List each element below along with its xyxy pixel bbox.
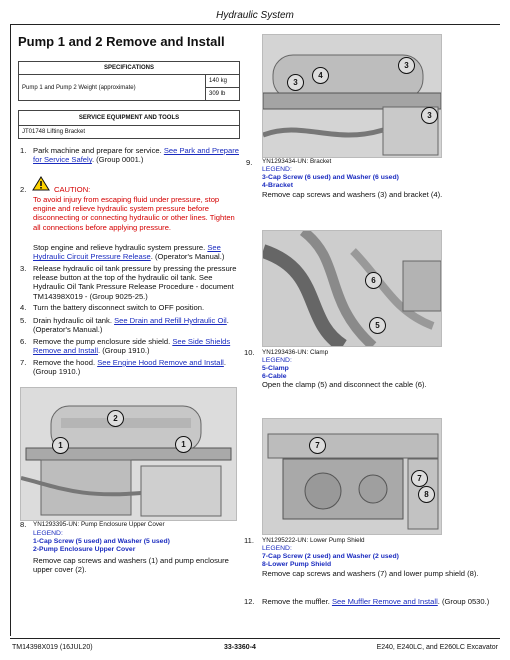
specifications-header: SPECIFICATIONS <box>19 62 240 75</box>
caution-warning: To avoid injury from escaping fluid under pressure, stop engine and relieve hydraulic system pressure before disconnecting or connecting hydraulic or other lines. Tighten all connections before applying pressure. <box>33 195 235 232</box>
step-10-text: Open the clamp (5) and disconnect the cable (6). <box>262 380 427 389</box>
warning-triangle-icon <box>32 176 50 196</box>
step-number: 9. <box>246 158 253 167</box>
caution-label: CAUTION: <box>54 185 91 194</box>
footer-page-number: 33-3360-4 <box>224 644 256 651</box>
step-number: 1. <box>20 146 27 155</box>
footer-doc-id: TM14398X019 (16JUL20) <box>12 644 93 651</box>
legend: LEGEND: 3-Cap Screw (6 used) and Washer (6 used) 4-Bracket <box>262 166 399 189</box>
step-9-text: Remove cap screws and washers (3) and bracket (4). <box>262 190 443 199</box>
tools-table <box>18 110 240 139</box>
step-1-text: Park machine and prepare for service. See Park and Prepare for Service Safely. (Group 0001.) <box>33 146 239 165</box>
image-caption: YN1293436-UN: Clamp <box>262 349 329 356</box>
step-2-text: Stop engine and relieve hydraulic system pressure. See Hydraulic Circuit Pressure Release. (Operator's Manual.) <box>33 243 225 262</box>
spec-row-kg: 140 kg <box>206 75 240 88</box>
callout-6: 6 <box>365 272 382 289</box>
left-margin-rule <box>10 24 11 636</box>
link-muffler[interactable]: See Muffler Remove and Install <box>331 597 438 606</box>
step-3-text: Release hydraulic oil tank pressure by pressing the pressure release button at the top of the hydraulic oil tank. See Hydraulic Oil Tank Pressure Release Procedure - document TM14398X019 - (Group 9025-25.) <box>33 264 237 301</box>
step-6-text: Remove the pump enclosure side shield. See Side Shields Remove and Install. (Group 1910.) <box>33 337 231 356</box>
callout-7: 7 <box>309 437 326 454</box>
footer-model: E240, E240LC, and E260LC Excavator <box>376 644 498 651</box>
tools-header: SERVICE EQUIPMENT AND TOOLS <box>19 111 240 126</box>
step-number: 6. <box>20 337 27 346</box>
step-number: 3. <box>20 264 27 273</box>
step-5-text: Drain hydraulic oil tank. See Drain and Refill Hydraulic Oil. (Operator's Manual.) <box>33 316 229 335</box>
step-number: 7. <box>20 358 27 367</box>
callout-3: 3 <box>287 74 304 91</box>
step-number: 2. <box>20 185 27 194</box>
step-7-text: Remove the hood. See Engine Hood Remove and Install. (Group 1910.) <box>33 358 226 377</box>
pump-enclosure-illustration <box>20 387 237 521</box>
footer-divider <box>10 638 500 639</box>
link-drain-refill[interactable]: See Drain and Refill Hydraulic Oil <box>114 316 227 325</box>
link-pressure-release[interactable]: See Hydraulic Circuit Pressure Release <box>33 243 221 262</box>
header-divider <box>10 24 500 25</box>
step-11-text: Remove cap screws and washers (7) and lower pump shield (8). <box>262 569 479 578</box>
page-title: Pump 1 and 2 Remove and Install <box>18 34 225 49</box>
step-number: 10. <box>244 348 255 357</box>
image-caption: YN1293434-UN: Bracket <box>262 158 332 165</box>
link-side-shields[interactable]: See Side Shields Remove and Install <box>33 337 231 356</box>
header-title: Hydraulic System <box>216 10 294 21</box>
legend: LEGEND: 7-Cap Screw (2 used) and Washer (2 used) 8-Lower Pump Shield <box>262 545 399 568</box>
step-number: 12. <box>244 597 255 606</box>
link-engine-hood[interactable]: See Engine Hood Remove and Install <box>97 358 224 367</box>
step-number: 8. <box>20 520 27 529</box>
callout-7: 7 <box>411 470 428 487</box>
callout-1: 1 <box>52 437 69 454</box>
specifications-table <box>18 61 240 101</box>
step-8-text: Remove cap screws and washers (1) and pump enclosure upper cover (2). <box>33 556 229 575</box>
step-number: 4. <box>20 303 27 312</box>
callout-3: 3 <box>421 107 438 124</box>
callout-4: 4 <box>312 67 329 84</box>
legend: LEGEND: 5-Clamp 6-Cable <box>262 357 292 380</box>
callout-1: 1 <box>175 436 192 453</box>
callout-2: 2 <box>107 410 124 427</box>
step-number: 5. <box>20 316 27 325</box>
step-number: 11. <box>244 536 254 545</box>
image-caption: YN1293395-UN: Pump Enclosure Upper Cover <box>33 521 165 528</box>
spec-row-lb: 309 lb <box>206 88 240 101</box>
legend: LEGEND: 1-Cap Screw (5 used) and Washer (5 used) 2-Pump Enclosure Upper Cover <box>33 530 170 553</box>
callout-3: 3 <box>398 57 415 74</box>
tools-row: JT01748 Lifting Bracket <box>19 126 240 139</box>
step-12-text: Remove the muffler. See Muffler Remove and Install. (Group 0530.) <box>262 597 490 606</box>
callout-8: 8 <box>418 486 435 503</box>
bracket-illustration <box>262 34 442 158</box>
image-caption: YN1295222-UN: Lower Pump Shield <box>262 537 365 544</box>
link-park-prepare[interactable]: See Park and Prepare for Service Safely <box>33 146 239 165</box>
callout-5: 5 <box>369 317 386 334</box>
spec-row-label: Pump 1 and Pump 2 Weight (approximate) <box>19 75 206 101</box>
clamp-illustration <box>262 230 442 347</box>
step-4-text: Turn the battery disconnect switch to OFF position. <box>33 303 205 312</box>
